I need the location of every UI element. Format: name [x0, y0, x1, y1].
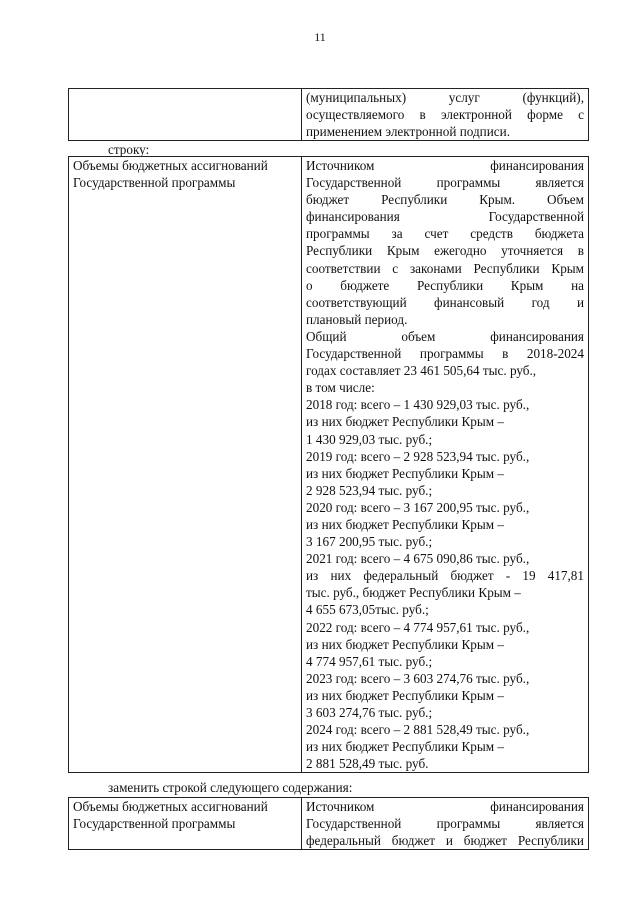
text-line: Государственной программы является — [306, 816, 584, 832]
text-line: из них бюджет Республики Крым – — [306, 465, 504, 481]
text-line: тыс. руб., бюджет Республики Крым – — [306, 585, 521, 601]
text-line: плановый период. — [306, 311, 408, 327]
text-line: 2024 год: всего – 2 881 528,49 тыс. руб., — [306, 722, 530, 738]
text-line: из них федеральный бюджет - 19 417,81 — [306, 568, 584, 584]
cell-text — [306, 89, 584, 140]
text-line: 4 655 673,05тыс. руб.; — [306, 602, 429, 618]
connector-text: строку: — [108, 142, 150, 157]
text-line: в том числе: — [306, 380, 375, 396]
table-row — [69, 89, 589, 141]
text-line: осуществляемого в электронной форме с — [306, 107, 584, 123]
table-row — [69, 798, 589, 850]
cell-text — [73, 157, 297, 191]
funding-table-old — [68, 156, 588, 773]
text-line: Государственной программы — [73, 816, 236, 832]
text-line: 2018 год: всего – 1 430 929,03 тыс. руб., — [306, 397, 530, 413]
text-line: 4 774 957,61 тыс. руб.; — [306, 653, 433, 669]
table-cell-left — [69, 89, 302, 141]
text-line: Источником финансирования — [306, 158, 584, 173]
funding-table-new — [68, 797, 588, 850]
text-line: 2023 год: всего – 3 603 274,76 тыс. руб., — [306, 670, 530, 686]
table-cell-right — [302, 157, 589, 773]
text-line: Объемы бюджетных ассигнований — [73, 799, 268, 814]
text-line: 3 603 274,76 тыс. руб.; — [306, 705, 433, 720]
text-line: 2 928 523,94 тыс. руб.; — [306, 482, 433, 498]
text-line: Объемы бюджетных ассигнований — [73, 158, 268, 173]
text-line: из них бюджет Республики Крым – — [306, 636, 504, 652]
table-row — [69, 157, 589, 773]
text-line: бюджет Республики Крым. Объем — [306, 192, 584, 208]
text-line: Государственной программы является — [306, 175, 584, 191]
text-line: 3 167 200,95 тыс. руб.; — [306, 534, 433, 550]
text-line: Государственной программы в 2018-2024 — [306, 346, 584, 362]
text-line: 2 881 528,49 тыс. руб. — [306, 756, 429, 772]
text-line: финансирования Государственной — [306, 209, 584, 225]
text-line: 2020 год: всего – 3 167 200,95 тыс. руб., — [306, 499, 530, 515]
text-line: 2019 год: всего – 2 928 523,94 тыс. руб., — [306, 448, 530, 464]
text-line: 1 430 929,03 тыс. руб.; — [306, 431, 433, 447]
text-line: (муниципальных) услуг (функций), — [306, 90, 584, 105]
table-cell-left — [69, 157, 302, 773]
text-line: годах составляет 23 461 505,64 тыс. руб., — [306, 363, 537, 379]
text-line: Государственной программы — [73, 175, 236, 191]
text-line: федеральный бюджет и бюджет Республики — [306, 833, 584, 849]
text-line: соответствующий финансовый год и — [306, 294, 584, 310]
table-cell-right — [302, 89, 589, 141]
cell-text — [306, 157, 584, 772]
text-line: Источником финансирования — [306, 799, 584, 814]
connector-text: заменить строкой следующего содержания: — [108, 780, 353, 795]
cell-text — [73, 798, 297, 832]
text-line: программы за счет средств бюджета — [306, 226, 584, 242]
text-line: 2022 год: всего – 4 774 957,61 тыс. руб., — [306, 619, 530, 635]
previous-table — [68, 88, 588, 141]
text-line: о бюджете Республики Крым на — [306, 277, 584, 293]
text-line: Республики Крым ежегодно уточняется в — [306, 243, 584, 259]
text-line: применением электронной подписи. — [306, 124, 510, 140]
text-line: из них бюджет Республики Крым – — [306, 414, 504, 430]
table-cell-left — [69, 798, 302, 850]
text-line: из них бюджет Республики Крым – — [306, 739, 504, 755]
cell-text — [306, 798, 584, 849]
text-line: Общий объем финансирования — [306, 328, 584, 344]
text-line: из них бюджет Республики Крым – — [306, 687, 504, 703]
text-line: из них бюджет Республики Крым – — [306, 516, 504, 532]
text-line: 2021 год: всего – 4 675 090,86 тыс. руб., — [306, 551, 530, 567]
page-number: 11 — [314, 30, 326, 44]
text-line: соответствии с законами Республики Крым — [306, 260, 584, 276]
table-cell-right — [302, 798, 589, 850]
